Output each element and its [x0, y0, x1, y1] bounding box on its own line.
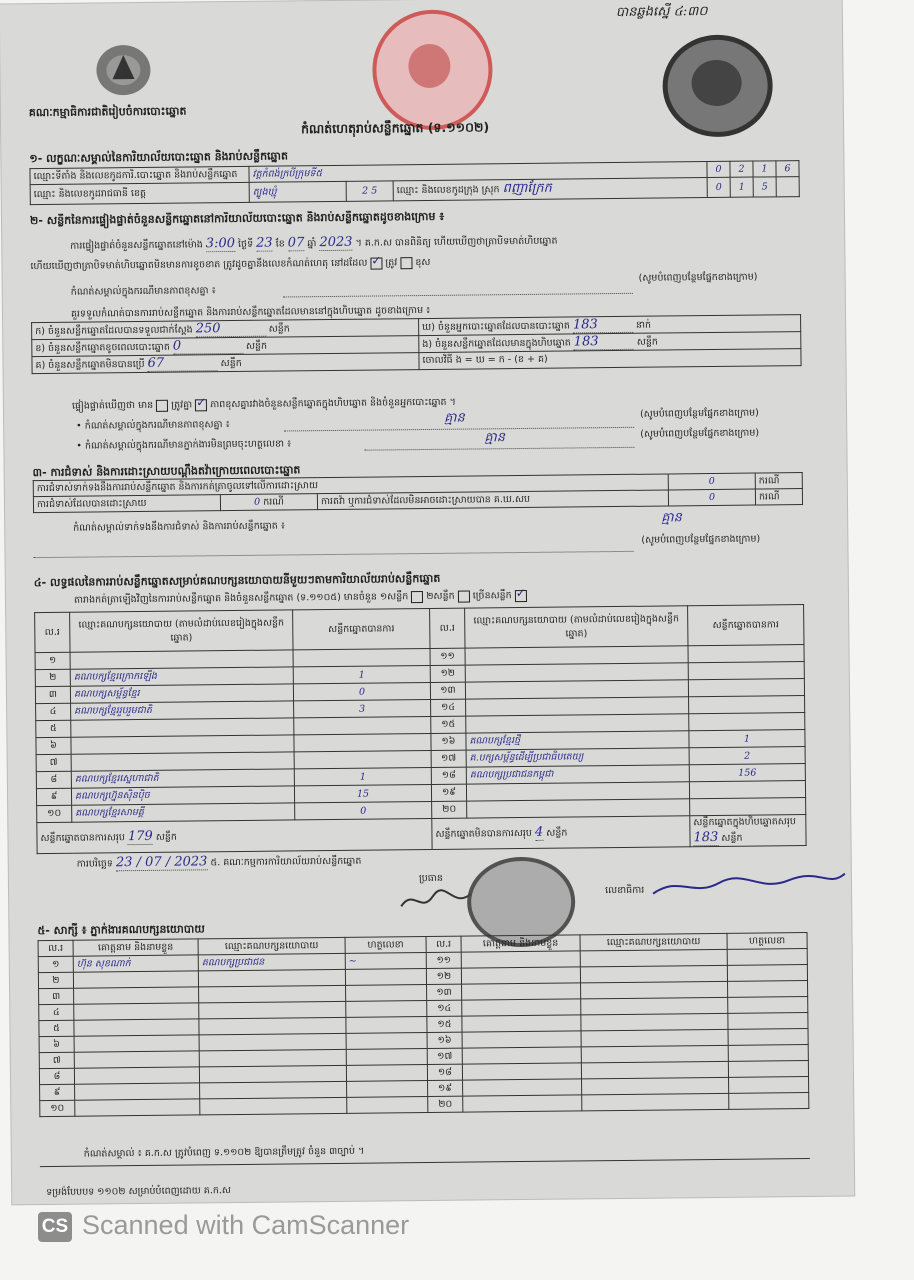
count-row-e: ង) ចំនួនសន្លឹកឆ្នោតដែលមានក្នុងហិបឆ្នោត 183 សន្លឹក [419, 332, 801, 353]
checkbox-correct[interactable] [370, 257, 382, 269]
witness-signature [727, 965, 807, 982]
witness-name [75, 1083, 200, 1100]
vote-count [294, 750, 431, 768]
top-handwritten-note: បានឆ្លងស្នើ ៤:៣០ [615, 4, 708, 20]
valid-total: សន្លឹកឆ្នោតបានការសរុប 179 សន្លឹក [37, 818, 432, 853]
party-name: គណបក្សហ្វ៊ុនស៊ិនប៉ិច [71, 786, 294, 805]
row-no: ១០ [37, 805, 72, 822]
vote-count: 1 [293, 665, 430, 683]
vote-count [688, 645, 804, 663]
secretary-label: លេខាធិការ [604, 884, 645, 897]
witness-table [38, 932, 810, 1117]
witness-name [74, 987, 199, 1004]
col-name: គោត្តនាម និងនាមខ្លួន [461, 935, 580, 952]
row-no: ៤ [36, 703, 71, 720]
row-no: ១៤ [427, 1000, 462, 1016]
code-digit: 1 [730, 177, 753, 197]
row-no: ១៦ [431, 733, 466, 750]
witness-signature [728, 1013, 808, 1030]
row-no: ១ [38, 956, 73, 972]
section3-note-value: គ្មាន [661, 510, 682, 526]
row-no: ២ [35, 669, 70, 686]
checkbox-incorrect[interactable] [400, 257, 412, 269]
row-no: ១១ [430, 648, 465, 665]
witness-party [580, 949, 727, 967]
objection-value: 0 [668, 473, 755, 490]
witness-party [581, 1061, 728, 1079]
objection-unit: ករណី [755, 473, 802, 489]
row2-label2: ឈ្មោះ និងលេខកូដក្រុង ស្រុក ពញាក្រែក [393, 178, 707, 201]
witness-signature [345, 969, 426, 986]
col-votes: សន្លឹកឆ្នោតបានការ [688, 605, 804, 646]
witness-party [581, 1045, 728, 1063]
checkbox-1-sheet[interactable] [411, 591, 423, 603]
vote-count [690, 798, 806, 816]
party-name: គណបក្សខ្មែរសាមគ្គី [72, 803, 295, 822]
witness-party [581, 1013, 728, 1031]
row-no: ១០ [40, 1100, 75, 1116]
col-no: ល.រ [430, 608, 465, 648]
row2-label: ឈ្មោះ និងលេខកូដរាជធានី ខេត្ត [30, 182, 249, 204]
code-digit: 6 [776, 161, 799, 177]
code-digit: 0 [707, 161, 730, 177]
ballot-total: សន្លឹកឆ្នោតក្នុងហិបឆ្នោតសរុប 183 សន្លឹក [690, 815, 806, 847]
witness-name [74, 1035, 199, 1052]
row-no: ៥ [36, 720, 71, 737]
row-no: ២០ [432, 801, 467, 818]
camscanner-logo-icon: CS [38, 1212, 72, 1242]
code-digit: 1 [753, 161, 776, 177]
witness-party [199, 1049, 346, 1067]
code-digit: 2 [730, 161, 753, 177]
count-row-a: ក) ចំនួនសន្លឹកឆ្នោតដែលបានទទួលជាក់ស្តែង 250 សន្លឹក [32, 319, 419, 340]
code-digit: 5 [753, 177, 776, 197]
row-no: ៧ [36, 754, 71, 771]
row-no: ១៣ [430, 682, 465, 699]
witness-signature [728, 981, 808, 998]
witness-party [582, 1093, 729, 1111]
vote-count [689, 696, 805, 714]
party-name: គណបក្សខ្មែរក្រោកឡើង [70, 667, 293, 686]
committee-name: គណៈកម្មាធិការជាតិរៀបចំការបោះឆ្នោត [28, 104, 187, 120]
witness-signature [346, 1065, 427, 1082]
vote-count [688, 679, 804, 697]
witness-signature [728, 997, 808, 1014]
chief-label: ប្រធាន [418, 872, 443, 885]
witness-party [199, 985, 346, 1003]
vote-count: 156 [689, 764, 805, 782]
witness-party [580, 965, 727, 983]
note-hint: (សូមបំពេញបន្ថែមផ្នែកខាងក្រោម) [641, 533, 761, 546]
note-hint: (សូមបំពេញបន្ថែមផ្នែកខាងក្រោម) [640, 407, 759, 420]
witness-name [462, 1015, 581, 1032]
row-no: ១៨ [431, 767, 466, 784]
witness-party [200, 1097, 347, 1115]
witness-name [463, 1079, 582, 1096]
note-hint: (សូមបំពេញបន្ថែមផ្នែកខាងក្រោម) [640, 427, 760, 440]
section4-title: ៤- លទ្ធផលនៃការរាប់សន្លឹកឆ្នោតសម្រាប់គណបក្សនយោបាយនីមួយៗតាមការិយាល័យរាប់សន្លឹកឆ្នោត [33, 571, 441, 590]
witness-party [581, 1029, 728, 1047]
match-line: ផ្ទៀងផ្ទាត់ឃើញថា មាន ត្រូវគ្នា ✓ ភាពខុសគ្នារវាងចំនួនសន្លឹកឆ្នោតក្នុងហិបឆ្នោត និងចំនួនអ្នកបោះឆ្នោត ។ [72, 396, 456, 414]
row-no: ៤ [39, 1004, 74, 1020]
col-no: ល.រ [35, 612, 70, 652]
section4-intro: តារាងកត់ត្រាឡើងវិញនៃការរាប់សន្លឹកឆ្នោត និងចំនួនសន្លឹកឆ្នោត (ទ.១១០៥) មានចំនួន ១សន្លឹក ២សន្លឹក ច្រើនសន្លឹក ✓ [74, 589, 527, 608]
vote-count [689, 781, 805, 799]
national-emblem-icon [92, 41, 155, 100]
note-hint: (សូមបំពេញបន្ថែមផ្នែកខាងក្រោម) [638, 271, 758, 284]
col-sign: ហត្ថលេខា [345, 937, 426, 954]
witness-signature: ~ [345, 953, 426, 970]
row-no: ១៨ [427, 1064, 462, 1080]
witness-signature [728, 1045, 808, 1062]
witness-signature [727, 949, 807, 966]
footnote: កំណត់សម្គាល់ ៖ គ.ក.ស ត្រូវបំពេញ ទ.១១០២ ឱ្យបានត្រឹមត្រូវ ចំនួន ៣ច្បាប់ ។ [83, 1145, 365, 1160]
witness-party [200, 1081, 347, 1099]
witness-party [199, 1065, 346, 1083]
vote-count [294, 733, 431, 751]
col-party: ឈ្មោះគណបក្សនយោបាយ [580, 933, 727, 951]
resolved-label: ការជំទាស់ដែលបានដោះស្រាយ [33, 495, 220, 513]
witness-name [462, 1047, 581, 1064]
row-no: ៨ [36, 771, 71, 788]
section3-table [33, 472, 803, 513]
witness-signature [729, 1077, 809, 1094]
chief-signature-icon [397, 885, 477, 916]
row-no: ៨ [39, 1068, 74, 1084]
row-no: ៣ [39, 988, 74, 1004]
col-votes: សន្លឹកឆ្នោតបានការ [293, 608, 430, 649]
row-no: ៩ [36, 788, 71, 805]
witness-signature [347, 1081, 428, 1098]
form-title: កំណត់ហេតុរាប់សន្លឹកឆ្នោត (ទ.១១០២) [300, 119, 490, 137]
unresolved-unit: ករណី [755, 489, 802, 505]
watermark-text: Scanned with CamScanner [82, 1210, 410, 1240]
vote-count [689, 713, 805, 731]
row-no: ១២ [430, 665, 465, 682]
code-digit: 0 [707, 177, 730, 197]
note2-value: គ្មាន [444, 410, 465, 426]
party-name: គ.បក្សសម្ព័ន្ធដើម្បីប្រជាធិបតេយ្យ [466, 748, 689, 767]
witness-party [581, 997, 728, 1015]
witness-name: ហ៊ុន សុខណាក់ [73, 955, 198, 972]
counts-intro: គួរទទួលកំណត់បានការរាប់សន្លឹកឆ្នោត និងការរាប់សន្លឹកឆ្នោតដែលមាននៅក្នុងហិបឆ្នោត ដូចខាងក្រោម ៖ [70, 304, 431, 320]
witness-signature [346, 1033, 427, 1050]
vote-count [688, 662, 804, 680]
row-no: ១៥ [427, 1016, 462, 1032]
witness-name [74, 1019, 199, 1036]
row1-value: វត្តកំពង់ក្របីក្រុមទី៥ [249, 162, 707, 183]
row-no: ៩ [40, 1084, 75, 1100]
col-party: ឈ្មោះគណបក្សនយោបាយ [198, 937, 345, 955]
witness-name [74, 1003, 199, 1020]
row1-label: ឈ្មោះទីតាំង និងលេខកូដការិ.បោះឆ្នោត និងរាប់សន្លឹកឆ្នោត [30, 166, 249, 184]
witness-name [461, 951, 580, 968]
witness-signature [728, 1061, 808, 1078]
vote-count: 3 [294, 699, 431, 717]
checkbox-2-sheets[interactable] [458, 590, 470, 602]
witness-party [199, 1017, 346, 1035]
vote-count: 1 [294, 767, 431, 785]
black-seal-icon [662, 34, 773, 137]
row-no: ១៤ [431, 699, 466, 716]
count-row-d: ឃ) ចំនួនអ្នកបោះឆ្នោតដែលបានបោះឆ្នោត 183 នាក់ [419, 315, 801, 336]
witness-signature [346, 1049, 427, 1066]
col-no: ល.រ [38, 940, 73, 956]
witness-signature [346, 1001, 427, 1018]
witness-name [73, 971, 198, 988]
count-row-c: គ) ចំនួនសន្លឹកឆ្នោតមិនបានប្រើ 67 សន្លឹក [32, 353, 419, 374]
checkbox-match[interactable] [195, 399, 207, 411]
party-name: គណបក្សសម្ព័ន្ធខ្មែរ [70, 684, 293, 703]
row-no: ៥ [39, 1020, 74, 1036]
witness-party [199, 1001, 346, 1019]
col-name: គោត្តនាម និងនាមខ្លួន [73, 939, 198, 956]
checkbox-many-sheets[interactable] [515, 589, 527, 601]
section2-title: ២- សន្លឹកនៃការផ្ទៀងផ្ទាត់ចំនួនសន្លឹកឆ្នោតនៅការិយាល័យបោះឆ្នោត និងរាប់សន្លឹកឆ្នោតដូចខាងក្រោម ៖ [29, 209, 445, 228]
party-name: គណបក្សខ្មែរថ្មី [466, 731, 689, 750]
row2-code: 2 5 [346, 181, 393, 201]
section1-title: ១- លក្ខណៈសម្គាល់នៃការិយាល័យបោះឆ្នោត និងរាប់សន្លឹកឆ្នោត [29, 149, 289, 166]
invalid-total: សន្លឹកឆ្នោតមិនបានការសរុប 4 សន្លឹក [432, 816, 690, 850]
witness-name [462, 983, 581, 1000]
vote-count: 2 [689, 747, 805, 765]
witness-party [198, 969, 345, 987]
row2-value: ត្បូងឃ្មុំ [249, 181, 346, 202]
row-no: ៣ [35, 686, 70, 703]
vote-count: 0 [295, 801, 432, 819]
witness-signature [346, 1017, 427, 1034]
party-name: គណបក្សខ្មែររួបរួមជាតិ [71, 701, 294, 720]
witness-signature [729, 1093, 809, 1110]
section5-title: ៥- សាក្សី ៖ ភ្នាក់ងារគណបក្សនយោបាយ [37, 922, 205, 938]
section3-note: កំណត់សម្គាល់ទាក់ទងនឹងការជំទាស់ និងការរាប់សន្លឹកឆ្នោត ៖ [73, 520, 286, 534]
witness-name [462, 1031, 581, 1048]
witness-party [199, 1033, 346, 1051]
witness-name [462, 999, 581, 1016]
row-no: ១៧ [431, 750, 466, 767]
vote-count [294, 716, 431, 734]
row-no: ៧ [39, 1052, 74, 1068]
witness-name [74, 1067, 199, 1084]
witness-name [74, 1051, 199, 1068]
red-official-seal-icon [372, 9, 493, 130]
row-no: ១១ [426, 952, 461, 968]
row-no: ២ [38, 972, 73, 988]
camscanner-watermark [38, 1210, 409, 1242]
col-party: ឈ្មោះគណបក្សនយោបាយ (តាមលំដាប់លេខរៀងក្នុងសន្លឹកឆ្នោត) [465, 606, 688, 648]
note3-value: គ្មាន [484, 430, 506, 446]
col-no: ល.រ [426, 936, 461, 952]
col-party: ឈ្មោះគណបក្សនយោបាយ (តាមលំដាប់លេខរៀងក្នុងសន្លឹកឆ្នោត) [70, 610, 293, 652]
row-no: ៦ [39, 1036, 74, 1052]
witness-name [462, 1063, 581, 1080]
section2-note-label: កំណត់សម្គាល់ក្នុងករណីមានភាពខុសគ្នា ៖ [70, 285, 216, 298]
row-no: ១៣ [427, 984, 462, 1000]
count-formula: ចោលវិធី ង = ឃ = ក - (ខ + គ) [419, 349, 801, 370]
row-no: ៦ [36, 737, 71, 754]
section1-table [29, 160, 799, 205]
witness-party: គណបក្សប្រជាជន [198, 953, 345, 971]
witness-party [582, 1077, 729, 1095]
row-no: ១ [35, 652, 70, 669]
form-note: ទម្រង់បែបបទ ១១០២ សម្រាប់បំពេញដោយ គ.ក.ស [46, 1185, 231, 1199]
witness-signature [728, 1029, 808, 1046]
witness-signature [346, 985, 427, 1002]
party-name: គណបក្សខ្មែរស្នេហាជាតិ [71, 769, 294, 788]
counts-table [31, 314, 802, 374]
unresolved-label: ការតវ៉ា ឬការជំទាស់ដែលមិនអាចដោះស្រាយបាន គ.ឃ.សប [317, 490, 668, 510]
row-no: ១៥ [431, 716, 466, 733]
row-no: ១២ [426, 968, 461, 984]
row-no: ១៦ [427, 1032, 462, 1048]
col-sign: ហត្ថលេខា [727, 933, 807, 950]
resolved-value: 0 ករណី [220, 494, 317, 511]
witness-party [581, 981, 728, 999]
witness-signature [347, 1097, 428, 1114]
section2-line1: ការផ្ទៀងផ្ទាត់ចំនួនសន្លឹកឆ្នោតនៅម៉ោង 3:00 ថ្ងៃទី 23 ខែ 07 ឆ្នាំ 2023 ។ គ.ក.ស បានពិនិត្យ ហើយឃើញថាត្រាបិទមាត់ហិបឆ្នោត [70, 234, 558, 252]
row-no: ១៧ [427, 1048, 462, 1064]
unresolved-value: 0 [668, 489, 755, 506]
row-no: ២០ [428, 1096, 463, 1112]
count-row-b: ខ) ចំនួនសន្លឹកឆ្នោតខូចពេលបោះឆ្នោត 0 សន្លឹក [32, 336, 419, 357]
objection-label: ការជំទាស់ទាក់ទងនឹងការរាប់សន្លឹកឆ្នោត និងការកត់ត្រាចូលទៅលើការដោះស្រាយ [33, 474, 668, 497]
party-name: គណបក្សប្រជាជនកម្ពុជា [466, 765, 689, 784]
date-line: ការបរិច្ឆេទ 23 / 07 / 2023 ៥. គណៈកម្មការការិយាល័យរាប់សន្លឹកឆ្នោត [76, 854, 362, 871]
row-no: ១៩ [431, 784, 466, 801]
row-no: ១៩ [428, 1080, 463, 1096]
witness-name [463, 1095, 582, 1112]
checkbox-match-yes[interactable] [156, 399, 168, 411]
vote-count: 15 [294, 784, 431, 802]
section2-line2: ហើយឃើញថាត្រាបិទមាត់ហិបឆ្នោតមិនមានការខូចខាត ត្រូវដូចគ្នានឹងលេខកំណត់ហេតុ នៅដដែល ✓ ត្រូវ ខុស [30, 252, 810, 274]
witness-name [75, 1099, 200, 1116]
vote-count: 0 [293, 682, 430, 700]
section3-title: ៣- ការជំទាស់ និងការដោះស្រាយបណ្តឹងតវ៉ាក្រោយពេលបោះឆ្នោត [32, 463, 301, 480]
note3: • កំណត់សម្គាល់ក្នុងករណីមានភ្នាក់ងារមិនព្រមចុះហត្ថលេខា ៖ [76, 438, 292, 452]
note2: • កំណត់សម្គាល់ក្នុងករណីមានភាពខុសគ្នា ៖ [76, 419, 230, 432]
vote-count [293, 648, 430, 666]
secretary-signature-icon [649, 870, 849, 902]
vote-count: 1 [689, 730, 805, 748]
results-table [34, 604, 806, 854]
witness-name [461, 967, 580, 984]
